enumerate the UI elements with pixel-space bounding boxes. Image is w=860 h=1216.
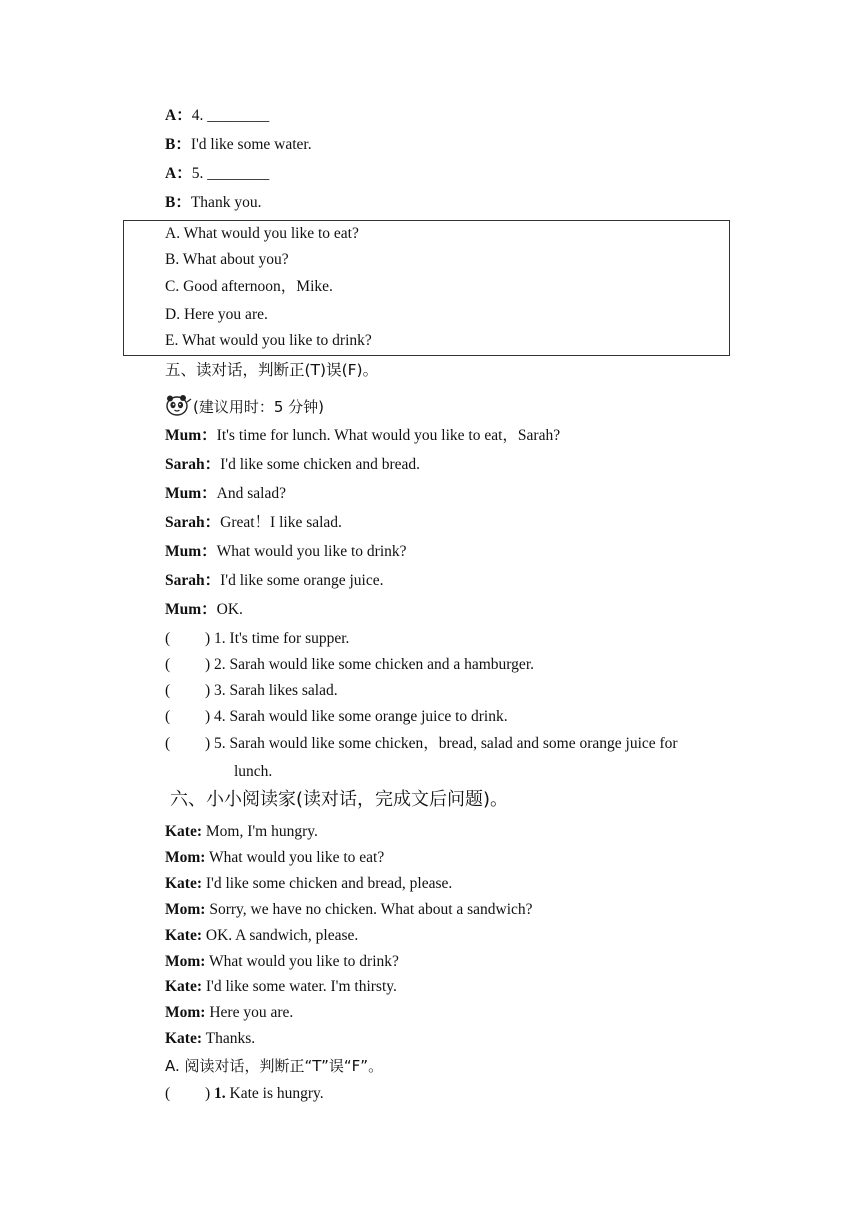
s6-line [165, 952, 399, 972]
answer-blank[interactable]: ( [165, 708, 171, 725]
option-d: D. Here you are. [165, 306, 268, 323]
line-text: Thank you. [190, 194, 262, 211]
line-text: I'd like some chicken and bread. [220, 456, 421, 473]
dialog-line-b2 [165, 193, 261, 213]
s5-line [165, 455, 420, 475]
question-text: ) 3. Sarah likes salad. [205, 682, 338, 699]
question-text: ) 5. Sarah would like some chicken，bread, salad and some orange juice for [205, 735, 678, 752]
question-text: Kate is hungry. [225, 1085, 324, 1102]
speaker: Kate: [165, 978, 203, 995]
option-e: E. What would you like to drink? [165, 332, 372, 349]
speaker: Mom: [165, 1004, 206, 1021]
time-hint: (建议用时：5 分钟) [193, 398, 325, 416]
blank-4: 4. ________ [191, 107, 270, 124]
section6-title: 六、小小阅读家(读对话，完成文后问题)。 [170, 789, 509, 810]
question-4 [165, 707, 508, 727]
s6-line [165, 926, 358, 946]
question-2 [165, 655, 534, 675]
s6-line [165, 822, 318, 842]
line-text: What would you like to drink? [216, 543, 407, 560]
s5-line [165, 600, 243, 620]
s6-line [165, 874, 452, 894]
speaker: Mum： [165, 601, 217, 618]
part-a-instruction: A. 阅读对话，判断正“T”误“F”。 [165, 1057, 384, 1075]
speaker: Mom: [165, 849, 206, 866]
speaker: Mom: [165, 901, 206, 918]
speaker: Sarah： [165, 456, 221, 473]
question-3 [165, 681, 338, 701]
question-number: 1. [214, 1085, 226, 1102]
speaker: A： [165, 165, 192, 182]
option-a: A. What would you like to eat? [165, 225, 359, 242]
s6-question-1: ( ) 1. Kate is hungry. [165, 1085, 324, 1102]
speaker: Kate: [165, 875, 203, 892]
question-text: ) 2. Sarah would like some chicken and a hamburger. [205, 656, 534, 673]
line-text: What would you like to drink? [205, 953, 399, 970]
answer-blank[interactable]: ( [165, 630, 171, 647]
speaker: Sarah： [165, 514, 221, 531]
line-text: OK. A sandwich, please. [202, 927, 359, 944]
line-text: Great！I like salad. [220, 514, 342, 531]
line-text: I'd like some chicken and bread, please. [202, 875, 453, 892]
dialog-line-a5 [165, 164, 269, 184]
speaker: Kate: [165, 823, 203, 840]
s5-line [165, 571, 383, 591]
question-1 [165, 629, 349, 649]
line-text: I'd like some orange juice. [220, 572, 384, 589]
line-text: OK. [216, 601, 243, 618]
option-b: B. What about you? [165, 251, 289, 268]
answer-blank[interactable]: ( [165, 682, 171, 699]
speaker: Mom: [165, 953, 206, 970]
line-text: It's time for lunch. What would you like to eat，Sarah? [216, 427, 561, 444]
line-text: What would you like to eat? [205, 849, 385, 866]
s5-line [165, 484, 286, 504]
blank-5: 5. ________ [191, 165, 270, 182]
s5-line [165, 513, 342, 533]
speaker: A： [165, 107, 192, 124]
s6-line [165, 1003, 293, 1023]
dialog-line-b [165, 135, 312, 155]
speaker: Mum： [165, 543, 217, 560]
line-text: And salad? [216, 485, 286, 502]
question-5 [165, 734, 678, 754]
line-text: Here you are. [205, 1004, 294, 1021]
question-text: ) 1. It's time for supper. [205, 630, 350, 647]
speaker: B： [165, 194, 191, 211]
section5-hint [165, 394, 324, 418]
section5-title: 五、读对话，判断正(T)误(F)。 [165, 361, 379, 379]
option-c: C. Good afternoon，Mike. [165, 278, 333, 295]
answer-blank[interactable]: ( [165, 656, 171, 673]
speaker: Mum： [165, 485, 217, 502]
line-text: I'd like some water. I'm thirsty. [202, 978, 397, 995]
answer-blank[interactable]: ( [165, 1085, 171, 1102]
answer-blank[interactable]: ( [165, 735, 171, 752]
speaker: Kate: [165, 927, 203, 944]
speaker: B： [165, 136, 191, 153]
speaker: Kate: [165, 1030, 203, 1047]
s6-line [165, 1029, 255, 1049]
line-text: Thanks. [202, 1030, 256, 1047]
s6-line [165, 900, 533, 920]
panda-face-icon [165, 394, 193, 416]
speaker: Mum： [165, 427, 217, 444]
s6-line [165, 848, 384, 868]
question-text: ) 4. Sarah would like some orange juice to drink. [205, 708, 508, 725]
s5-line [165, 542, 407, 562]
question-5-continued: lunch. [234, 763, 273, 780]
line-text: I'd like some water. [190, 136, 312, 153]
dialog-line-a4 [165, 106, 269, 126]
speaker: Sarah： [165, 572, 221, 589]
line-text: Sorry, we have no chicken. What about a sandwich? [205, 901, 533, 918]
line-text: Mom, I'm hungry. [202, 823, 318, 840]
s6-line [165, 977, 397, 997]
s5-line [165, 426, 560, 446]
